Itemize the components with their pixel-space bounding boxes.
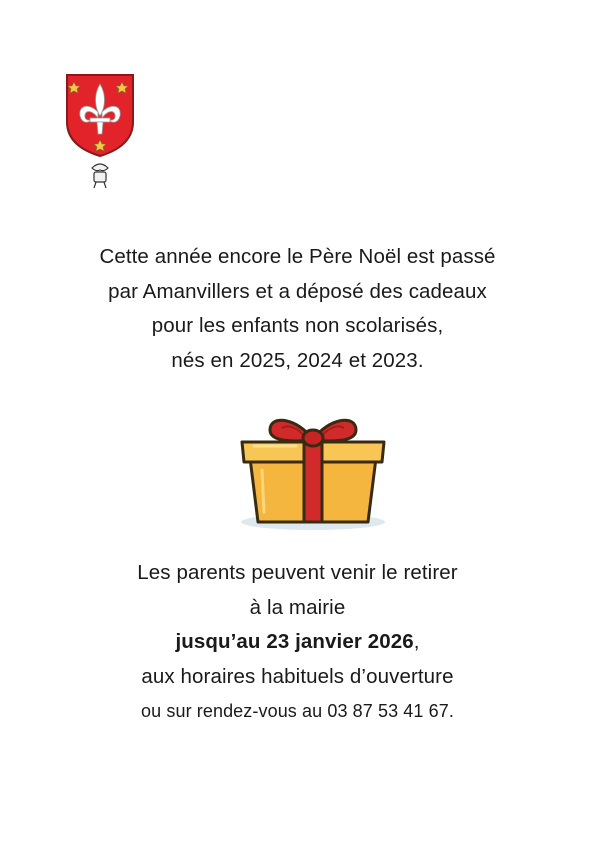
intro-line: nés en 2025, 2024 et 2023.: [171, 348, 424, 372]
deadline-line: [0, 625, 595, 660]
gift-box-icon: [236, 404, 390, 532]
info-paragraph: [0, 556, 595, 729]
contact-line: ou sur rendez-vous au 03 87 53 41 67.: [141, 701, 454, 721]
info-line: à la mairie: [249, 595, 346, 619]
intro-line: pour les enfants non scolarisés,: [151, 314, 444, 337]
deadline-date: jusqu’au 23 janvier 2026: [175, 630, 414, 653]
deadline-suffix: ,: [413, 630, 420, 653]
intro-line: Cette année encore le Père Noël est passé: [99, 245, 496, 268]
intro-paragraph: [0, 240, 595, 378]
intro-line: par Amanvillers et a déposé des cadeaux: [108, 279, 487, 303]
info-line: aux horaires habituels d’ouverture: [141, 664, 454, 688]
coat-of-arms-icon: [64, 72, 136, 190]
info-line: Les parents peuvent venir le retirer: [137, 561, 458, 584]
